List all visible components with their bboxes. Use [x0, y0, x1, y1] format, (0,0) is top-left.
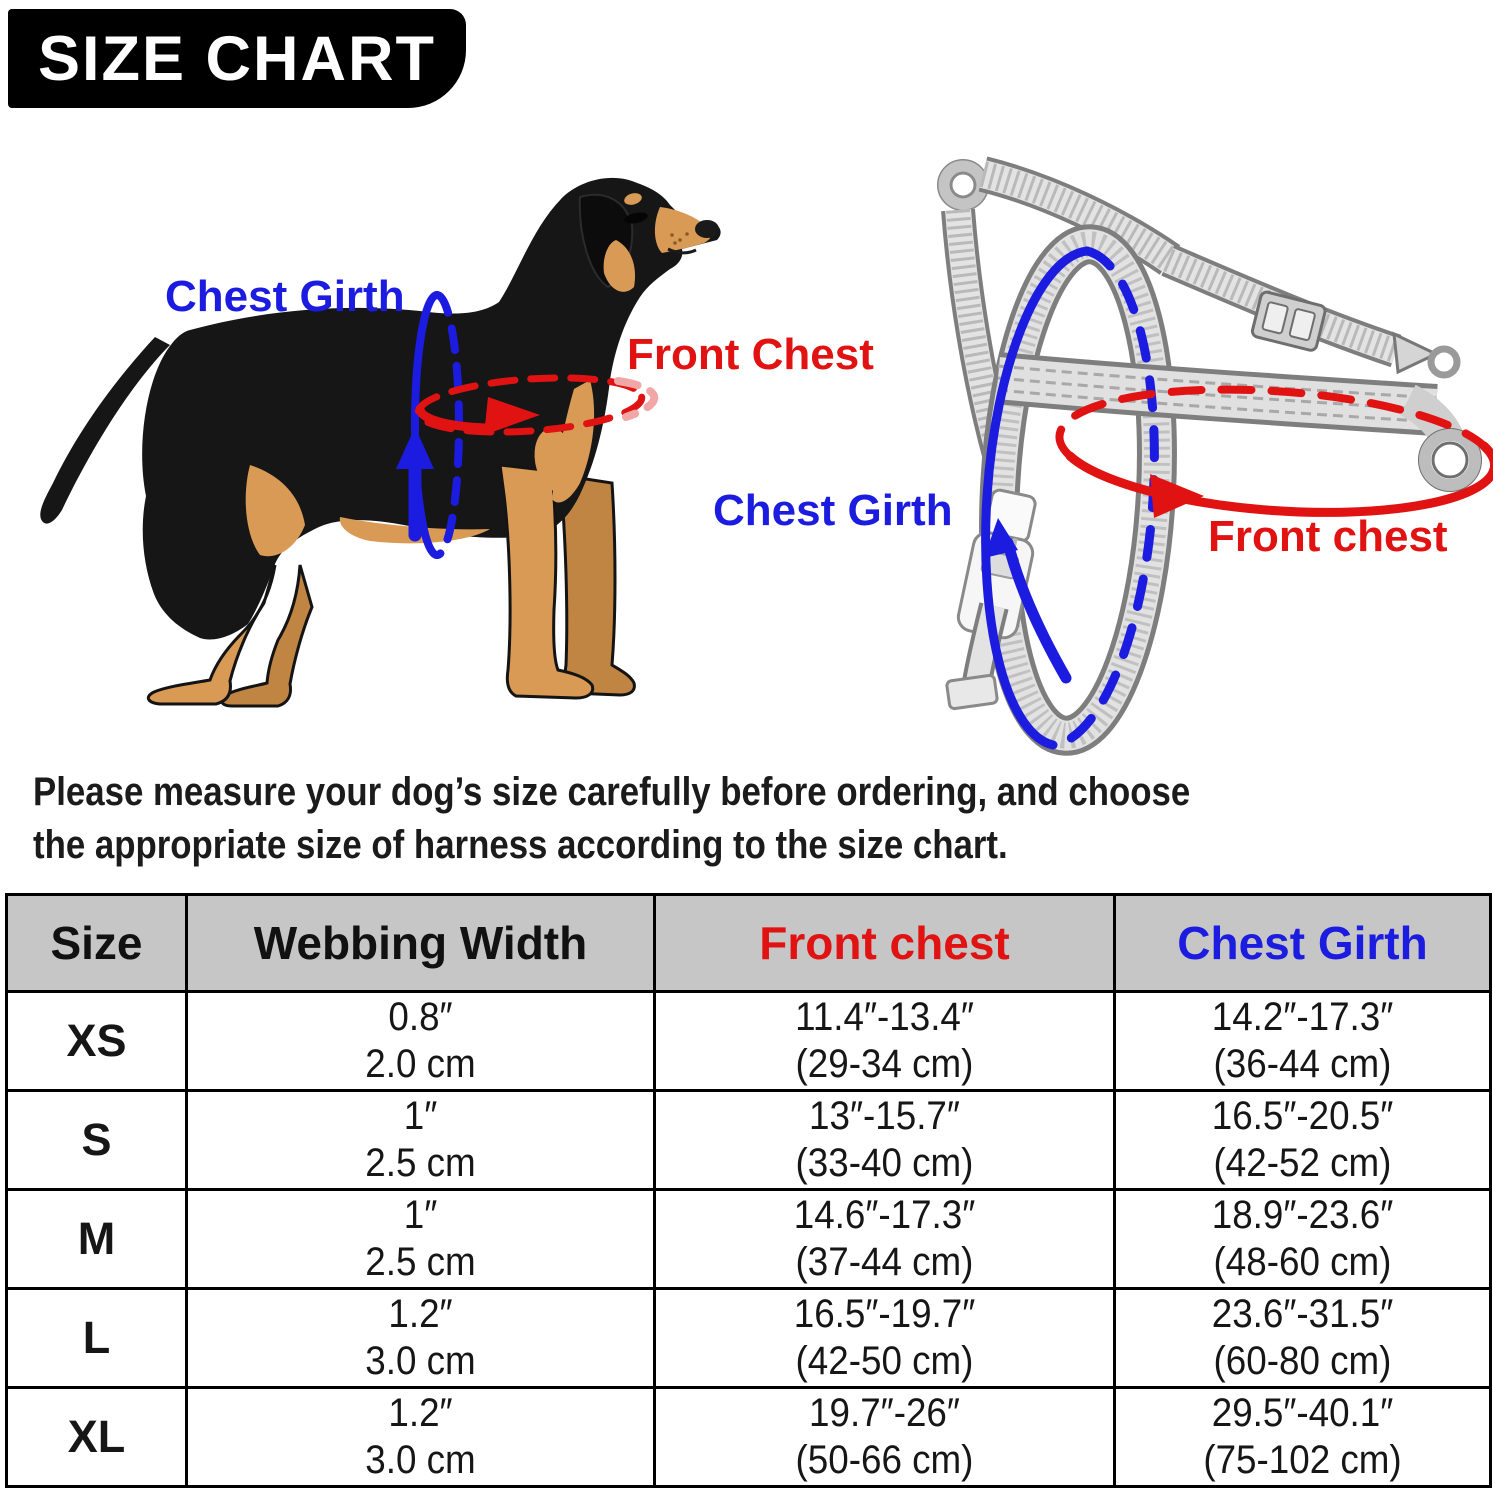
s-front-in: 13″-15.7″ [809, 1094, 960, 1138]
m-size: M [7, 1190, 187, 1289]
s-girth-in: 16.5″-20.5″ [1211, 1094, 1394, 1138]
s-size: S [7, 1091, 187, 1190]
size-chart-table [5, 893, 1492, 1488]
xl-webbing-width [187, 1388, 655, 1487]
harness-chest-strap [998, 366, 1436, 422]
l-webbing-in: 1.2″ [388, 1292, 453, 1336]
xl-webbing-in: 1.2″ [388, 1391, 453, 1435]
measurement-note-line-1: Please measure your dog’s size carefully before ordering, and choose [33, 770, 1191, 814]
table-header-row [7, 895, 1491, 992]
table-row-s [7, 1091, 1491, 1190]
s-webbing-cm: 2.5 cm [365, 1141, 476, 1185]
measurement-note [33, 766, 1483, 872]
xs-girth-in: 14.2″-17.3″ [1211, 995, 1394, 1039]
harness-strap-adjuster [1251, 291, 1326, 352]
xs-webbing-cm: 2.0 cm [365, 1042, 476, 1086]
xs-front-chest [655, 992, 1115, 1091]
l-webbing-width [187, 1289, 655, 1388]
xs-front-in: 11.4″-13.4″ [795, 995, 974, 1039]
xl-girth-cm: (75-102 cm) [1203, 1438, 1402, 1482]
xl-webbing-cm: 3.0 cm [365, 1438, 476, 1482]
size-chart-title: SIZE CHART [38, 23, 436, 94]
m-girth-cm: (48-60 cm) [1213, 1240, 1392, 1284]
dog-front-chest-label: Front Chest [627, 330, 874, 379]
header-front-chest: Front chest [655, 895, 1115, 992]
xs-chest-girth [1115, 992, 1491, 1091]
harness-chest-girth-label: Chest Girth [713, 486, 953, 535]
s-front-chest [655, 1091, 1115, 1190]
xs-girth-cm: (36-44 cm) [1213, 1042, 1392, 1086]
dog-chest-girth-label: Chest Girth [165, 272, 405, 321]
xs-webbing-width [187, 992, 655, 1091]
table-row-l [7, 1289, 1491, 1388]
header-size: Size [7, 895, 187, 992]
header-webbing-width: Webbing Width [187, 895, 655, 992]
s-webbing-in: 1″ [403, 1094, 438, 1138]
l-girth-in: 23.6″-31.5″ [1211, 1292, 1394, 1336]
harness-front-chest-label: Front chest [1208, 512, 1448, 561]
harness-top-ring [939, 161, 987, 209]
xl-chest-girth [1115, 1388, 1491, 1487]
xl-front-cm: (50-66 cm) [795, 1438, 974, 1482]
xs-webbing-in: 0.8″ [388, 995, 453, 1039]
harness-illustration [848, 138, 1493, 766]
l-front-cm: (42-50 cm) [795, 1339, 974, 1383]
xl-front-in: 19.7″-26″ [809, 1391, 960, 1435]
m-webbing-in: 1″ [403, 1193, 438, 1237]
l-girth-cm: (60-80 cm) [1213, 1339, 1392, 1383]
xs-front-cm: (29-34 cm) [795, 1042, 974, 1086]
l-webbing-cm: 3.0 cm [365, 1339, 476, 1383]
xs-size: XS [7, 992, 187, 1091]
table-row-xl [7, 1388, 1491, 1487]
m-chest-girth [1115, 1190, 1491, 1289]
harness-end-tab [1394, 334, 1457, 375]
s-front-cm: (33-40 cm) [795, 1141, 974, 1185]
table-row-m [7, 1190, 1491, 1289]
l-front-in: 16.5″-19.7″ [793, 1292, 976, 1336]
s-girth-cm: (42-52 cm) [1213, 1141, 1392, 1185]
dog-illustration [20, 165, 740, 735]
measurement-note-line-2: the appropriate size of harness according to the size chart. [33, 823, 1008, 867]
m-front-cm: (37-44 cm) [795, 1240, 974, 1284]
xl-girth-in: 29.5″-40.1″ [1211, 1391, 1394, 1435]
dog-nose [695, 220, 719, 238]
xl-front-chest [655, 1388, 1115, 1487]
m-webbing-cm: 2.5 cm [365, 1240, 476, 1284]
size-chart-title-banner [8, 9, 466, 108]
l-front-chest [655, 1289, 1115, 1388]
s-webbing-width [187, 1091, 655, 1190]
l-chest-girth [1115, 1289, 1491, 1388]
table-row-xs [7, 992, 1491, 1091]
s-chest-girth [1115, 1091, 1491, 1190]
m-front-in: 14.6″-17.3″ [793, 1193, 976, 1237]
m-girth-in: 18.9″-23.6″ [1211, 1193, 1394, 1237]
harness-front-chest-arrow [1150, 474, 1204, 518]
m-webbing-width [187, 1190, 655, 1289]
header-chest-girth: Chest Girth [1115, 895, 1491, 992]
l-size: L [7, 1289, 187, 1388]
xl-size: XL [7, 1388, 187, 1487]
m-front-chest [655, 1190, 1115, 1289]
